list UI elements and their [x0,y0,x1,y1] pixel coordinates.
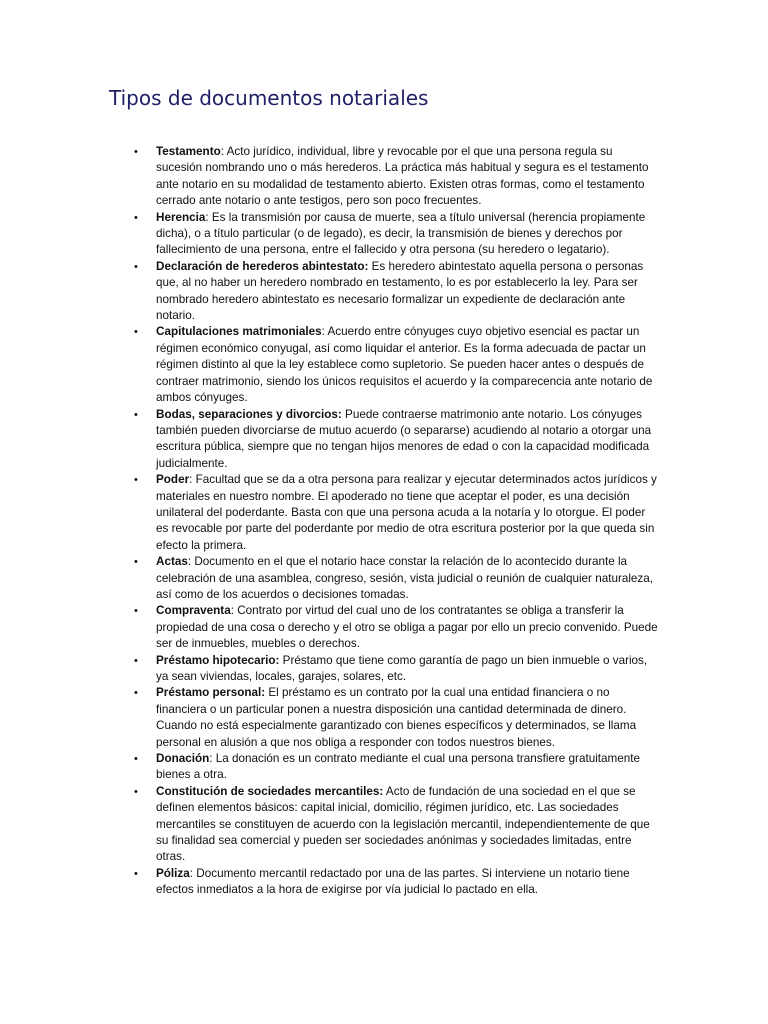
list-item [134,259,660,325]
term-separator: : [189,473,193,487]
list-item [134,784,660,866]
term-name: Declaración de herederos abintestato: [156,259,369,273]
list-item [134,324,660,406]
list-item [134,751,660,784]
term-description: La donación es un contrato mediante el cual una persona transfiere gratuitamente bienes a otra. [156,752,641,782]
term-description: Acto de fundación de una sociedad en el que se definen elementos básicos: capital inicial, domicilio, régimen jurídico, etc. Las sociedades mercantiles se constituyen de acuerdo con la legislación mercantil, independientemente de que su finalidad sea comercial y pueden ser sociedades anónimas y sociedades limitadas, entre otras. [156,784,650,864]
term-separator: : [205,210,209,224]
term-name: Póliza [156,866,190,880]
term-description: Es la transmisión por causa de muerte, sea a título universal (herencia propiamente dicha), o a título particular (o de legado), es decir, la transmisión de bienes y derechos por fallecimiento de una persona, entre el fallecido y otra persona (su heredero o legatario). [156,210,646,257]
bullet-icon: • [134,753,138,766]
bullet-icon: • [134,687,138,700]
list-item [134,407,660,473]
term-name: Herencia [156,210,206,224]
bullet-icon: • [134,408,138,421]
bullet-icon: • [134,260,138,273]
bullet-icon: • [134,654,138,667]
term-separator: : [220,145,224,158]
term-list [134,144,660,899]
list-item [134,653,660,686]
list-item [134,472,660,554]
term-name: Testamento [156,145,221,158]
term-separator: : [189,866,194,880]
list-item [134,210,660,259]
term-separator: : [230,604,234,618]
bullet-icon: • [134,211,138,224]
term-name: Poder [156,473,190,487]
term-name: Capitulaciones matrimoniales [156,325,322,339]
term-name: Compraventa [156,604,231,618]
term-name: Donación [156,752,210,766]
list-item [134,554,660,603]
bullet-icon: • [134,326,138,339]
document-title: Tipos de documentos notariales [109,86,429,110]
term-description: Documento en el que el notario hace constar la relación de lo acontecido durante la celebración de una asamblea, congreso, sesión, vista judicial o reunión de cualquier naturaleza, así como de los acuerdos o decisiones tomadas. [156,555,654,601]
term-description: Acto jurídico, individual, libre y revocable por el que una persona regula su sucesión nombrando uno o más herederos. La práctica más habitual y segura es el testamento ante notario en su modalidad de testamento abierto. Existen otras formas, como el testamento cerrado ante notario o ante testigos, pero son poco frecuentes. [156,145,649,208]
term-separator: : [187,555,192,569]
bullet-icon: • [134,867,138,880]
term-description: Es heredero abintestato aquella persona o personas que, al no haber un heredero nombrado en testamento, lo es por establecerlo la ley. Para ser nombrado heredero abintestato es necesario formalizar un expediente de declaración ante notario. [156,259,644,323]
term-description: Puede contraerse matrimonio ante notario. Los cónyuges también pueden divorciarse de mutuo acuerdo (o separarse) acudiendo al notario a otorgar una escritura pública, siempre que no tengan hijos menores de edad o con la capacidad modificada judicialmente. [156,407,652,470]
bullet-icon: • [134,605,138,618]
bullet-icon: • [134,474,138,487]
term-name: Bodas, separaciones y divorcios: [156,407,342,421]
term-name: Préstamo hipotecario: [156,653,280,667]
term-description: Contrato por virtud del cual uno de los contratantes se obliga a transferir la propiedad de una cosa o derecho y el otro se obliga a pagar por ello un precio convenido. Puede ser de inmuebles, muebles o derechos. [156,604,658,651]
list-item [134,144,660,210]
term-description: Acuerdo entre cónyuges cuyo objetivo esencial es pactar un régimen económico conyugal, así como liquidar el anterior. Es la forma adecuada de pactar un régimen distinto al que la ley establece como supletorio. Se pueden hacer antes o después de contraer matrimonio, siendo los únicos requisitos el acuerdo y la comparecencia ante notario de ambos cónyuges. [156,325,653,405]
term-separator: : [209,752,213,766]
term-description: El préstamo es un contrato por la cual una entidad financiera o no financiera o un particular ponen a nuestra disposición una cantidad determinada de dinero. Cuando no está especialmente garantizado con bienes específicos y determinados, se llama personal en alusión a que nos obliga a responder con todos nuestros bienes. [156,686,637,749]
term-description: Facultad que se da a otra persona para realizar y ejecutar determinados actos jurídicos y materiales en nuestro nombre. El apoderado no tiene que aceptar el poder, es una decisión unilateral del poderdante. Basta con que una persona acuda a la notaría y lo otorgue. El poder es revocable por parte del poderdante por medio de otra escritura posterior por la que queda sin efecto la primera. [156,473,657,552]
term-name: Actas [156,555,188,569]
term-description: Préstamo que tiene como garantía de pago un bien inmueble o varios, ya sean viviendas, locales, garajes, solares, etc. [156,653,648,683]
list-item [134,603,660,652]
term-separator: : [321,325,325,339]
bullet-icon: • [134,785,138,798]
term-name: Préstamo personal: [156,686,266,700]
bullet-icon: • [134,556,138,569]
list-item [134,866,660,899]
term-name: Constitución de sociedades mercantiles: [156,784,384,798]
term-description: Documento mercantil redactado por una de las partes. Si interviene un notario tiene efectos inmediatos a la hora de exigirse por vía judicial lo pactado en ella. [156,866,630,897]
list-item [134,685,660,751]
bullet-icon: • [134,146,138,158]
